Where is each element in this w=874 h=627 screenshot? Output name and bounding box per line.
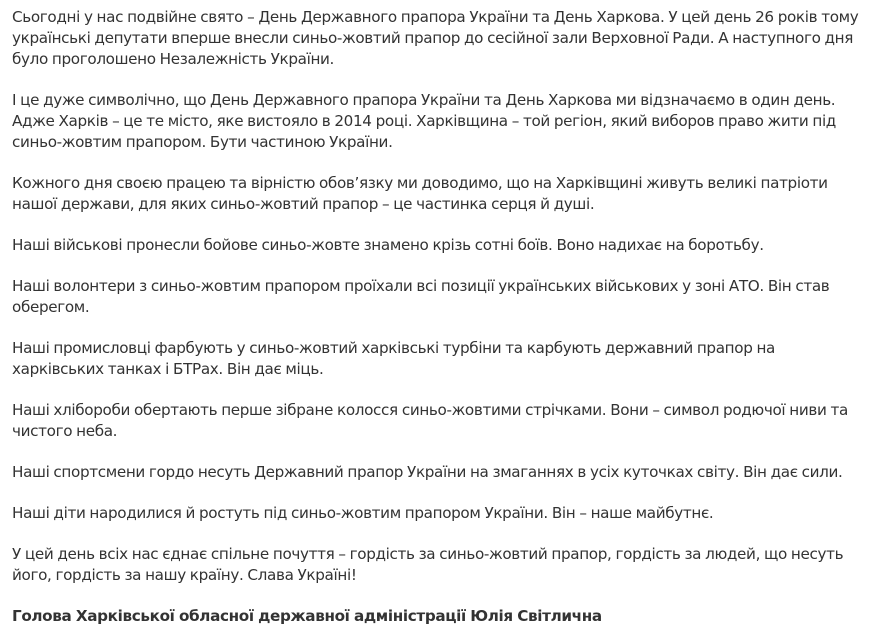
article-paragraph: Наші спортсмени гордо несуть Державний прапор України на змаганнях в усіх куточках світу. Він дає сили. [12, 463, 843, 481]
article-paragraph: Наші хлібороби обертають перше зібране колосся синьо-жовтими стрічками. Вони – символ родючої ниви та чистого неба. [12, 401, 848, 440]
article-paragraph: Наші промисловці фарбують у синьо-жовтий харківські турбіни та карбують державний прапор на харківських танках і БТРах. Він дає міць. [12, 339, 776, 378]
article-paragraph: Наші військові пронесли бойове синьо-жовте знамено крізь сотні боїв. Воно надихає на боротьбу. [12, 236, 764, 254]
article-paragraph: Наші волонтери з синьо-жовтим прапором проїхали всі позиції українських військових у зоні АТО. Він став оберегом. [12, 277, 830, 316]
article-paragraph: Кожного дня своєю працею та вірністю обов’язку ми доводимо, що на Харківщині живуть великі патріоти нашої держави, для яких синьо-жовтий прапор – це частинка серця й душі. [12, 174, 828, 213]
article-signature: Голова Харківської обласної державної адміністрації Юлія Світлична [12, 607, 602, 625]
article-paragraph: У цей день всіх нас єднає спільне почуття – гордість за синьо-жовтий прапор, гордість за людей, що несуть його, гордість за нашу країну. Слава Україні! [12, 545, 844, 584]
article-paragraph: Наші діти народилися й ростуть під синьо-жовтим прапором України. Він – наше майбутнє. [12, 504, 714, 522]
article-paragraph: І це дуже символічно, що День Державного прапора України та День Харкова ми відзначаємо в один день. Адже Харків – це те місто, яке вистояло в 2014 році. Харківщина – той регіон, який виборов право жити під синьо-жовтим прапором. Бути частиною України. [12, 91, 836, 151]
article-paragraph: Сьогодні у нас подвійне свято – День Державного прапора України та День Харкова. У цей день 26 років тому українські депутати вперше внесли синьо-жовтий прапор до сесійної зали Верховної Ради. А наступного дня було проголошено Незалежність України. [12, 8, 859, 68]
